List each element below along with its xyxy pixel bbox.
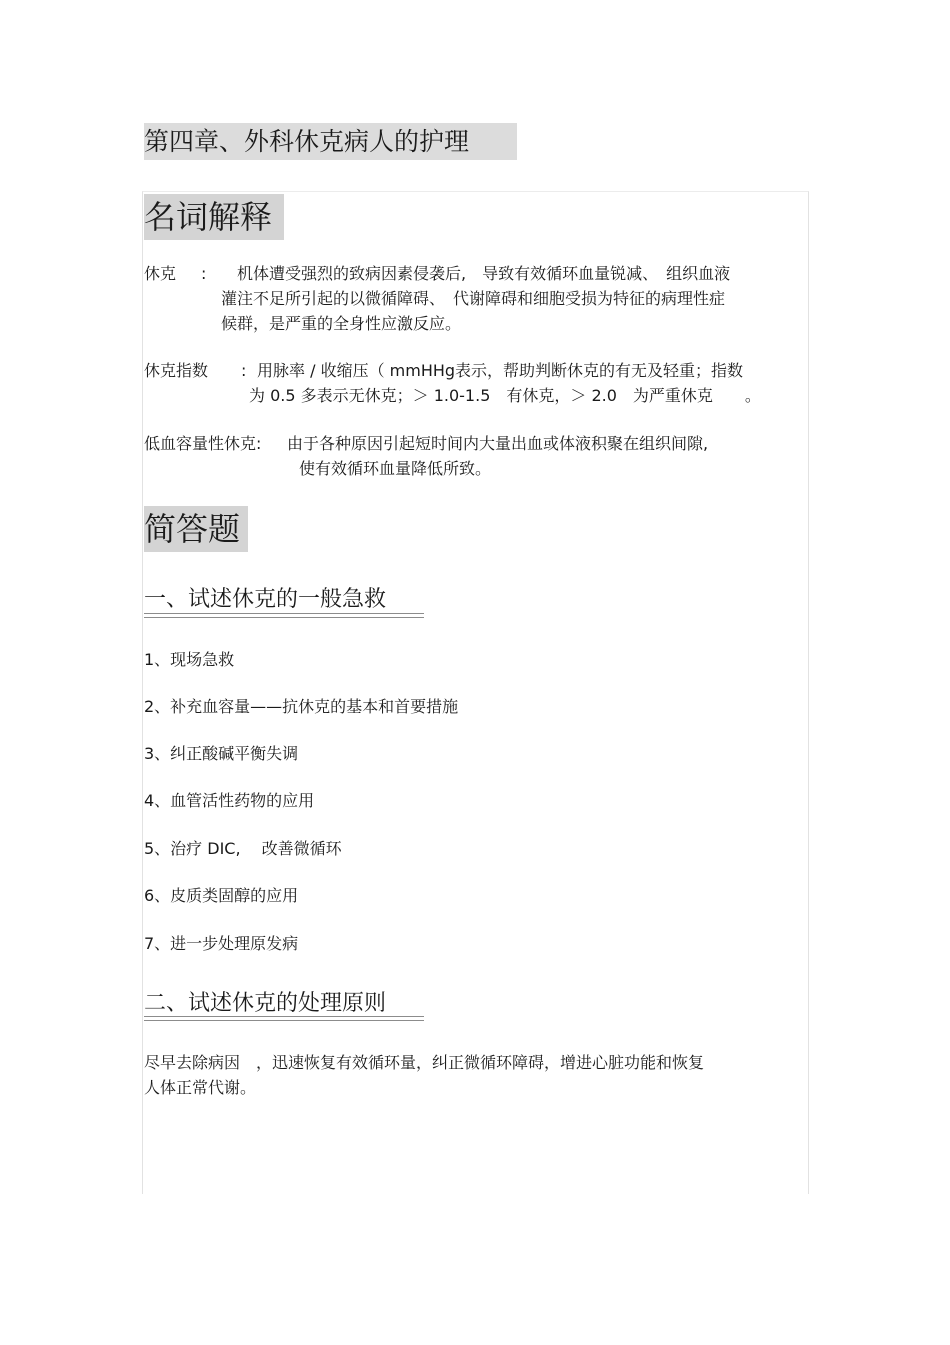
- answer-principles-line: 人体正常代谢。: [144, 1078, 257, 1097]
- list-item: 7、进一步处理原发病: [144, 934, 299, 953]
- list-item: 5、治疗 DIC, 改善微循环: [144, 839, 342, 858]
- definition-shock-index-line: 为 0.5 多表示无休克；＞ 1.0-1.5 有休克，＞ 2.0 为严重休克 。: [249, 386, 761, 405]
- definition-shock-line: 灌注不足所引起的以微循障碍、 代谢障碍和细胞受损为特征的病理性症: [221, 289, 726, 308]
- term-shock: 休克: [144, 264, 177, 283]
- definition-shock-line: 候群，是严重的全身性应激反应。: [221, 314, 462, 333]
- answer-principles-line: 尽早去除病因 ，迅速恢复有效循环量，纠正微循环障碍，增进心脏功能和恢复: [144, 1053, 705, 1072]
- list-item: 6、皮质类固醇的应用: [144, 886, 299, 905]
- question-title-principles: 二、试述休克的处理原则: [144, 991, 387, 1016]
- term-shock-index-colon: :: [241, 361, 247, 380]
- definition-hypovolemic-line: 使有效循环血量降低所致。: [299, 459, 492, 478]
- section-title-definitions: 名词解释: [144, 194, 284, 240]
- list-item: 4、血管活性药物的应用: [144, 791, 315, 810]
- section-title-short-answer: 简答题: [144, 506, 248, 552]
- definition-shock-line: 机体遭受强烈的致病因素侵袭后, 导致有效循环血量锐减、 组织血液: [237, 264, 731, 283]
- term-shock-colon: :: [201, 264, 207, 283]
- definition-hypovolemic-line: 由于各种原因引起短时间内大量出血或体液积聚在组织间隙,: [287, 434, 709, 453]
- content-frame: [142, 191, 809, 1194]
- double-underline: [144, 613, 424, 618]
- list-item: 3、纠正酸碱平衡失调: [144, 744, 299, 763]
- list-item: 1、现场急救: [144, 650, 235, 669]
- double-underline: [144, 1016, 424, 1021]
- list-item: 2、补充血容量——抗休克的基本和首要措施: [144, 697, 459, 716]
- definition-shock-index-line: 用脉率 / 收缩压（ mmHHg表示，帮助判断休克的有无及轻重；指数: [257, 361, 744, 380]
- question-title-emergency: 一、试述休克的一般急救: [144, 587, 387, 612]
- chapter-title: 第四章、外科休克病人的护理: [144, 123, 517, 160]
- term-hypovolemic-shock: 低血容量性休克:: [144, 434, 262, 453]
- term-shock-index: 休克指数: [144, 361, 209, 380]
